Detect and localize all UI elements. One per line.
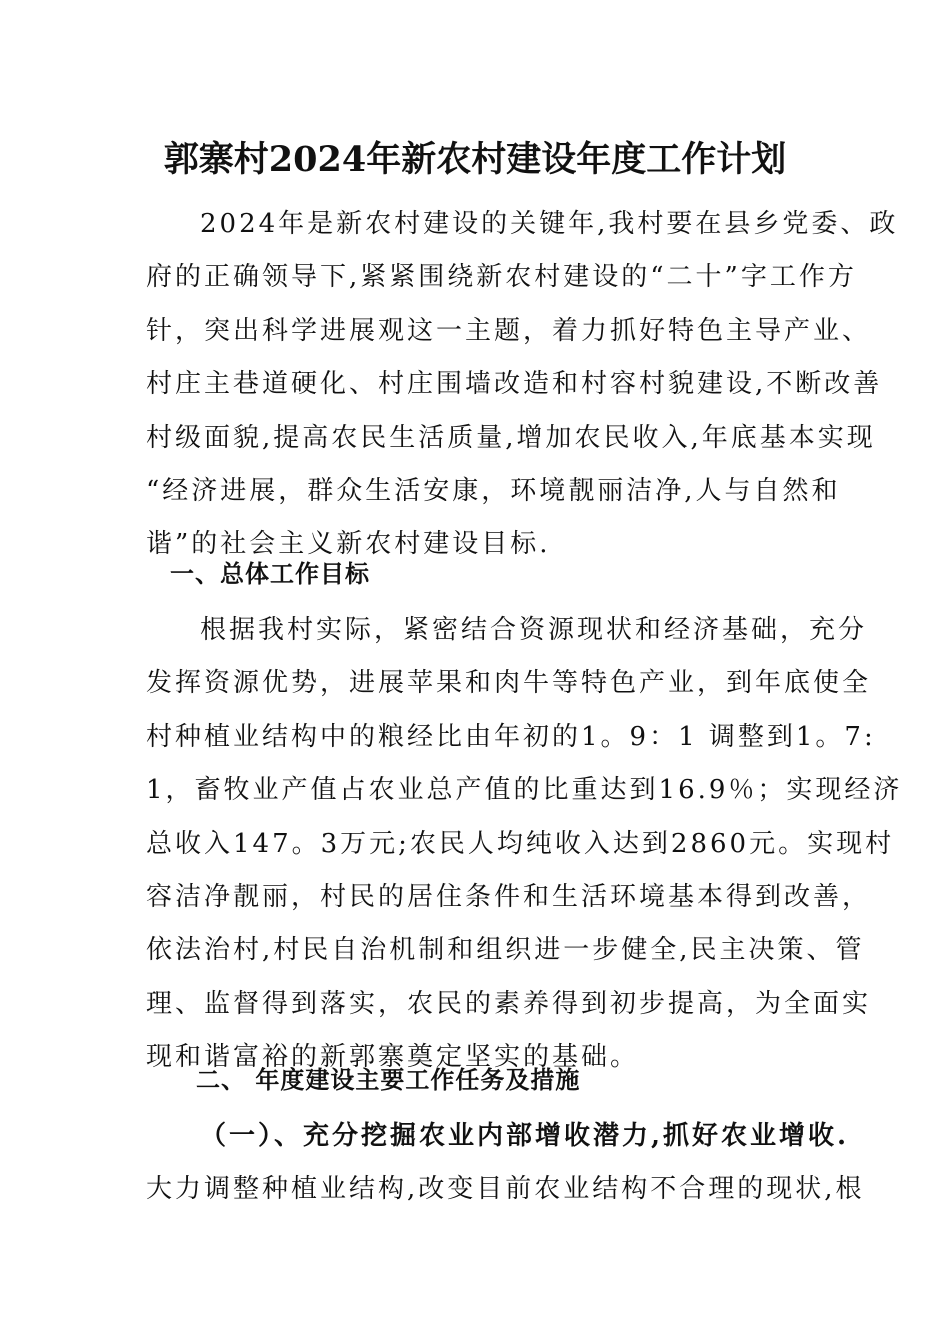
subsection1-line: 大力调整种植业结构,改变目前农业结构不合理的现状,根 (146, 1174, 865, 1205)
section1-line: 容洁净靓丽，村民的居住条件和生活环境基本得到改善， (146, 881, 872, 912)
section-heading: 一、总体工作目标 (170, 560, 370, 588)
document-title: 郭寨村2024年新农村建设年度工作计划 (163, 139, 787, 180)
section1-line: 1，畜牧业产值占农业总产值的比重达到16.9％；实现经济 (146, 775, 903, 806)
section1-line: 总收入147。3万元;农民人均纯收入达到2860元。实现村 (146, 828, 895, 859)
section1-line: 发挥资源优势，进展苹果和肉牛等特色产业，到年底使全 (146, 668, 872, 699)
intro-line: 2024年是新农村建设的关键年,我村要在县乡党委、政 (200, 209, 899, 239)
section1-line: 村种植业结构中的粮经比由年初的1。9：1 调整到1。7: (146, 721, 876, 752)
section-heading: 二、 年度建设主要工作任务及措施 (196, 1066, 581, 1094)
section1-line: 根据我村实际，紧密结合资源现状和经济基础，充分 (200, 615, 868, 645)
section1-line: 依法治村,村民自治机制和组织进一步健全,民主决策、管 (146, 935, 865, 966)
intro-line: 村级面貌,提高农民生活质量,增加农民收入,年底基本实现 (146, 422, 876, 453)
section1-line: 理、监督得到落实，农民的素养得到初步提高，为全面实 (146, 988, 872, 1019)
intro-line: 谐”的社会主义新农村建设目标. (146, 529, 551, 560)
subsection1-paragraph (146, 1110, 865, 1217)
intro-line: 针，突出科学进展观这一主题，着力抓好特色主导产业、 (146, 315, 872, 346)
intro-line: “经济进展，群众生活安康，环境靓丽洁净,人与自然和 (146, 475, 841, 506)
subsection-heading: （一）、充分挖掘农业内部增收潜力,抓好农业增收. (200, 1121, 850, 1151)
intro-paragraph (146, 198, 899, 572)
intro-line: 村庄主巷道硬化、村庄围墙改造和村容村貌建设,不断改善 (146, 369, 883, 400)
intro-line: 府的正确领导下,紧紧围绕新农村建设的“二十”字工作方 (146, 262, 857, 293)
section1-line: 现和谐富裕的新郭寨奠定坚实的基础。 (146, 1042, 640, 1073)
section1-paragraph (146, 604, 903, 1085)
